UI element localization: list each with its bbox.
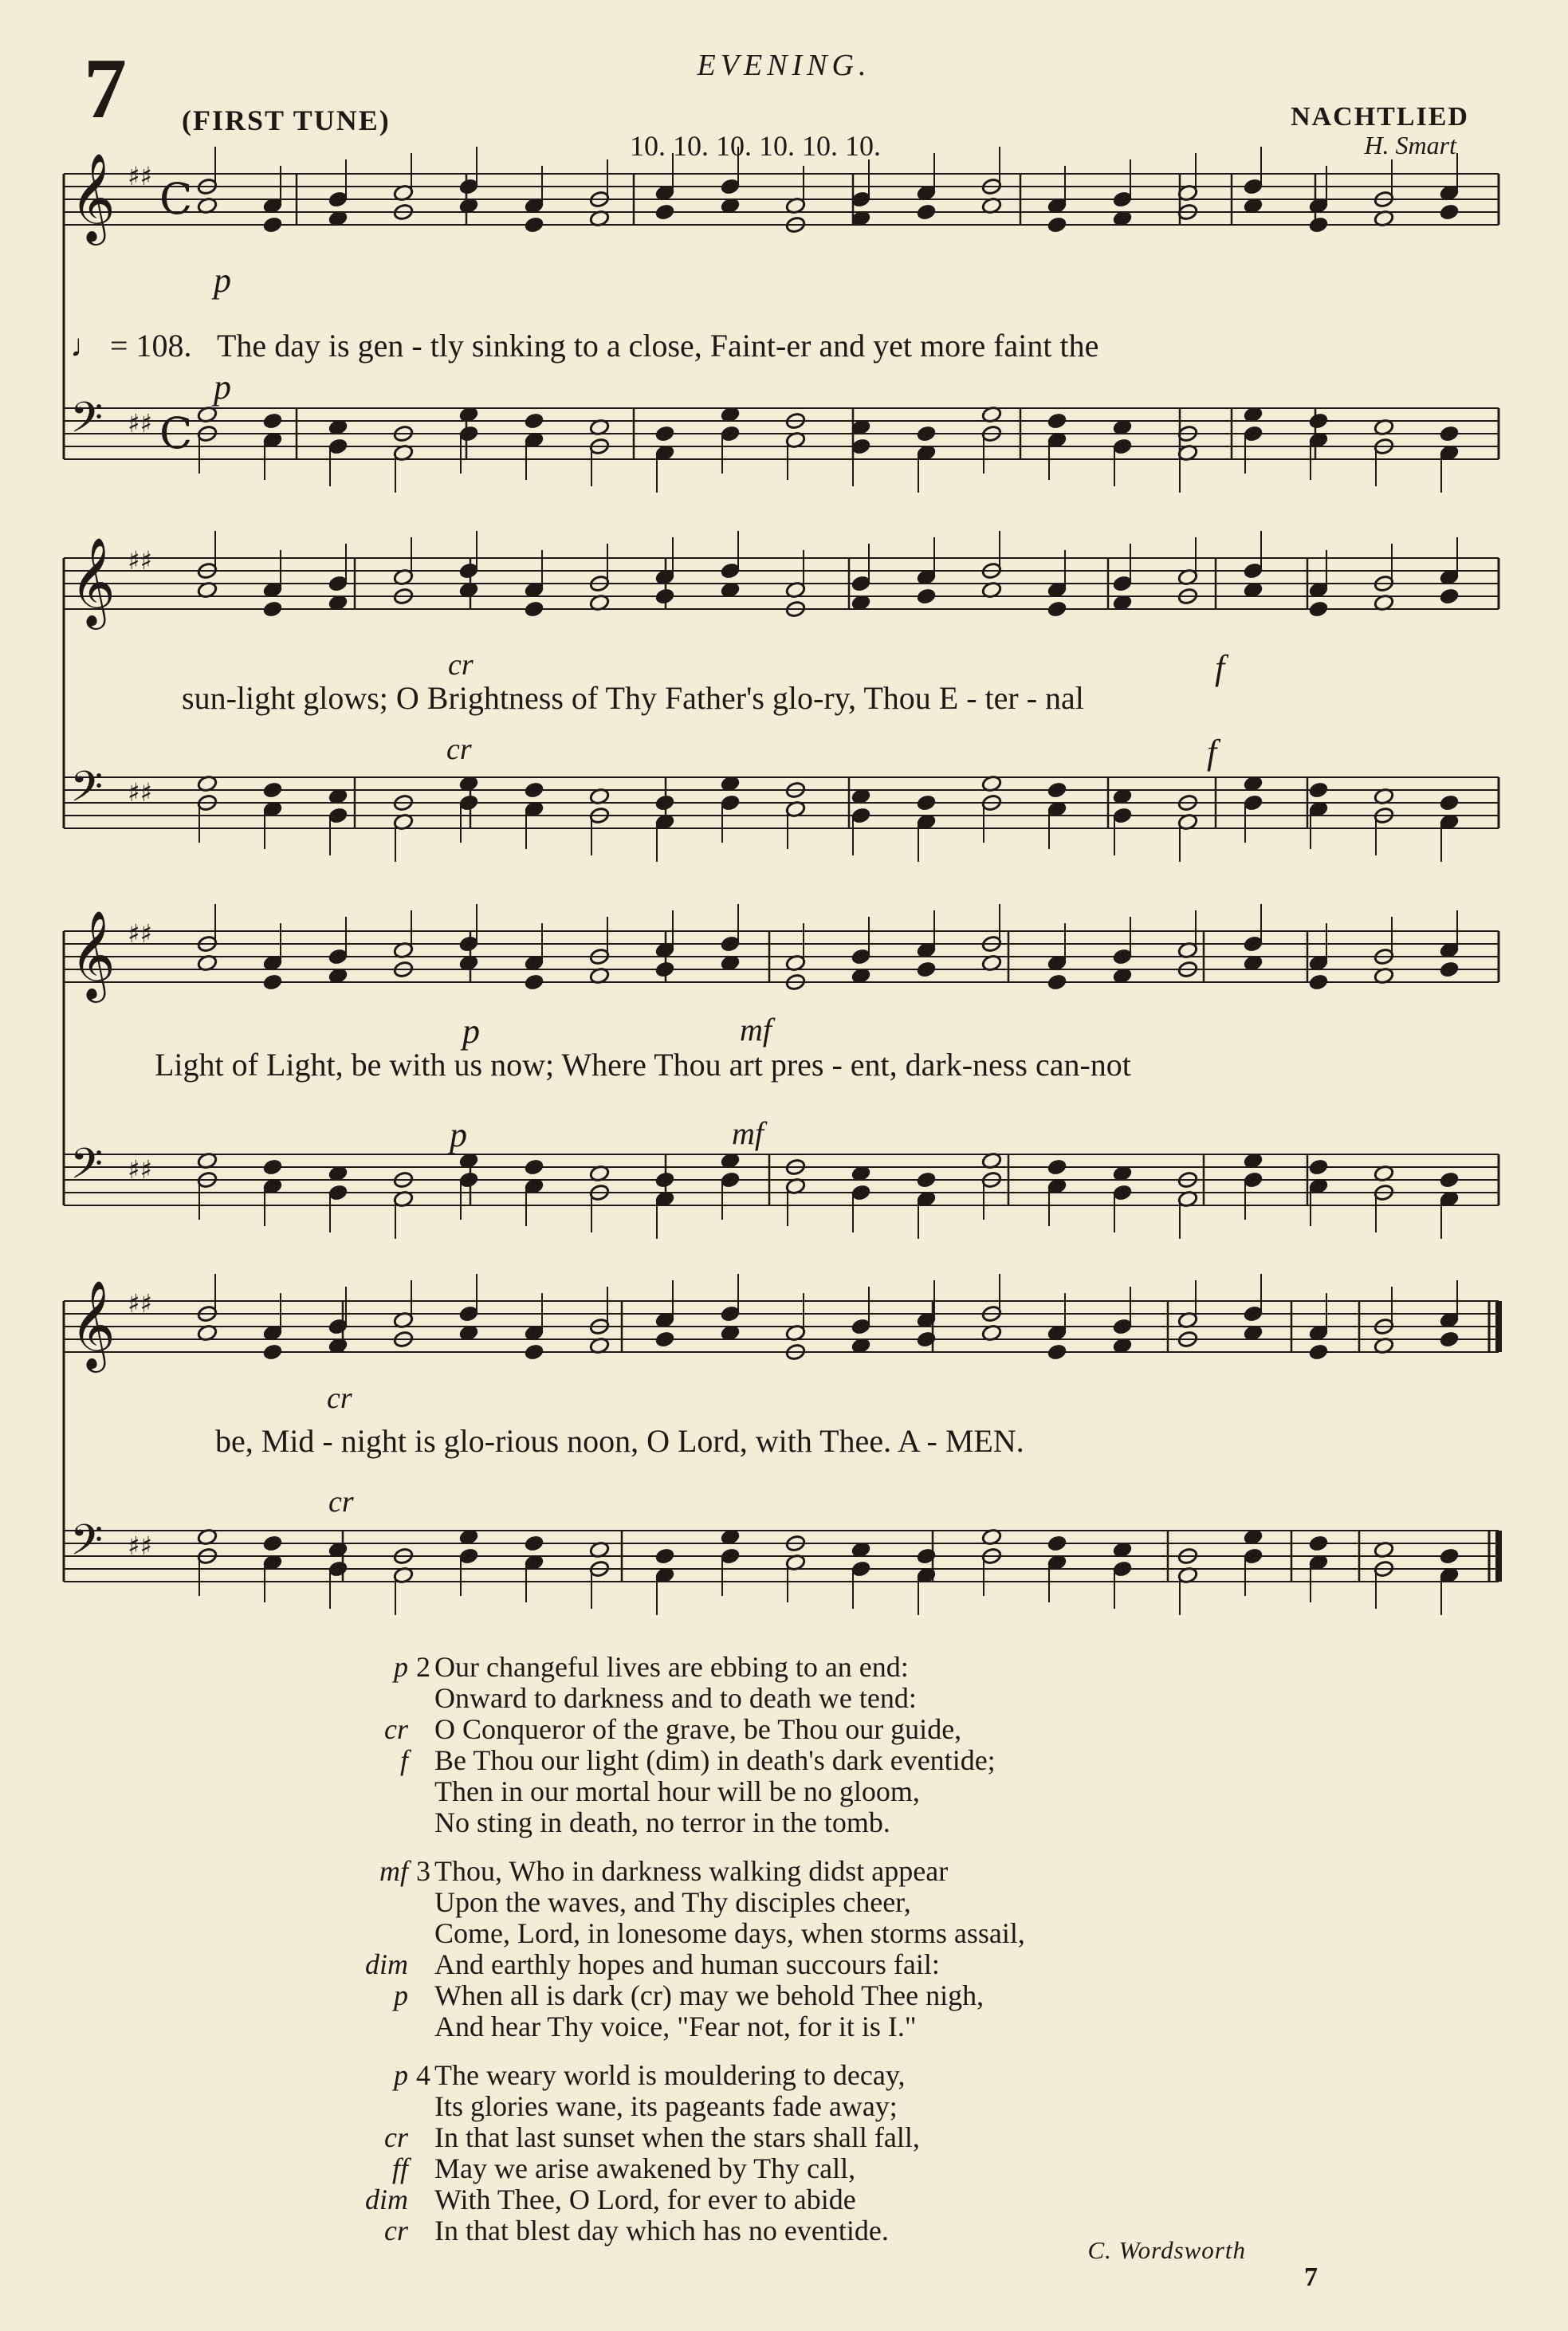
verse-line: Thou, Who in darkness walking didst appear <box>434 1855 949 1887</box>
verse-number: 2 <box>416 1651 430 1683</box>
tempo-marking <box>70 327 192 364</box>
svg-text:♯♯: ♯♯ <box>128 545 152 576</box>
svg-text:♯♯: ♯♯ <box>128 777 152 808</box>
quarter-note-icon: ♩ <box>70 328 102 364</box>
composer: H. Smart <box>1364 131 1456 159</box>
svg-text:𝄞: 𝄞 <box>70 1279 116 1369</box>
svg-text:𝄢: 𝄢 <box>70 763 104 822</box>
dynamic-mf-2: mf <box>732 1115 764 1151</box>
dynamic-p-2: p <box>214 368 231 407</box>
verse-line: The weary world is mouldering to decay, <box>434 2059 906 2091</box>
verse-line: When all is dark (cr) may we behold Thee nigh, <box>434 1979 984 2011</box>
verse-line: With Thee, O Lord, for ever to abide <box>434 2184 856 2215</box>
verse-number: 3 <box>416 1855 430 1887</box>
svg-text:♯♯: ♯♯ <box>128 1154 152 1185</box>
first-tune-label: (FIRST TUNE) <box>182 104 391 136</box>
verse-dynamic: p <box>394 1979 408 2011</box>
verse-line: Then in our mortal hour will be no gloom, <box>434 1775 920 1807</box>
dynamic-p-3: p <box>462 1012 480 1051</box>
verse-dynamic: mf <box>379 1855 408 1887</box>
svg-text:C: C <box>159 408 193 458</box>
additional-verses <box>0 1650 1568 2262</box>
verse-4 <box>0 2058 1568 2245</box>
verse-line: In that blest day which has no eventide. <box>434 2215 889 2246</box>
meter-label: 10. 10. 10. 10. 10. 10. <box>630 130 881 162</box>
verse-dynamic: cr <box>384 2215 408 2246</box>
verse-dynamic: cr <box>384 1713 408 1745</box>
dynamic-p-1: p <box>214 261 231 300</box>
verse-line: O Conqueror of the grave, be Thou our guide, <box>434 1713 962 1745</box>
svg-text:♯♯: ♯♯ <box>128 1531 152 1561</box>
verse-number: 4 <box>416 2059 430 2091</box>
svg-text:𝄢: 𝄢 <box>70 394 104 453</box>
verse-dynamic: p <box>394 2059 408 2091</box>
verse-line: No sting in death, no terror in the tomb. <box>434 1806 890 1838</box>
svg-text:♯♯: ♯♯ <box>128 161 152 191</box>
dynamic-cr-2: cr <box>446 733 472 766</box>
hymn-number: 7 <box>84 41 127 136</box>
verse-line: In that last sunset when the stars shall fall, <box>434 2121 920 2153</box>
verse-dynamic: dim <box>365 1948 408 1980</box>
svg-text:C: C <box>159 174 193 224</box>
verse-line: Upon the waves, and Thy disciples cheer, <box>434 1886 911 1918</box>
dynamic-cr-3: cr <box>327 1382 352 1415</box>
dynamic-cr-4: cr <box>328 1485 354 1519</box>
svg-text:♯♯: ♯♯ <box>128 918 152 949</box>
verse-dynamic: dim <box>365 2184 408 2215</box>
lyric-line-3: Light of Light, be with us now; Where Thou art pres - ent, dark-ness can-not <box>155 1047 1131 1083</box>
page-number: 7 <box>1304 2262 1318 2292</box>
verse-line: Come, Lord, in lonesome days, when storms assail, <box>434 1917 1025 1949</box>
svg-text:𝄢: 𝄢 <box>70 1516 104 1575</box>
verse-3 <box>0 1854 1568 2041</box>
tune-name: NACHTLIED <box>1291 102 1469 132</box>
lyric-line-2: sun-light glows; O Brightness of Thy Father's glo-ry, Thou E - ter - nal <box>182 680 1084 716</box>
verse-dynamic: cr <box>384 2121 408 2153</box>
verse-line: And earthly hopes and human succours fail: <box>434 1948 940 1980</box>
verse-line: And hear Thy voice, "Fear not, for it is I." <box>434 2011 917 2042</box>
svg-text:𝄞: 𝄞 <box>70 910 116 999</box>
tempo-value: = 108. <box>110 328 192 364</box>
verse-line: Its glories wane, its pageants fade away; <box>434 2090 898 2122</box>
author-credit: C. Wordsworth <box>1087 2236 1246 2264</box>
dynamic-f-1: f <box>1215 648 1225 687</box>
verse-line: Our changeful lives are ebbing to an end: <box>434 1651 909 1683</box>
svg-text:𝄞: 𝄞 <box>70 537 116 626</box>
dynamic-mf-1: mf <box>740 1012 772 1048</box>
svg-text:𝄞: 𝄞 <box>70 152 116 242</box>
svg-text:𝄢: 𝄢 <box>70 1140 104 1199</box>
lyric-line-4: be, Mid - night is glo-rious noon, O Lord, with Thee. A - MEN. <box>215 1423 1024 1459</box>
verse-line: Onward to darkness and to death we tend: <box>434 1682 917 1714</box>
lyric-line-1: The day is gen - tly sinking to a close, Faint-er and yet more faint the <box>217 328 1099 364</box>
verse-dynamic: f <box>399 1744 408 1776</box>
dynamic-p-4: p <box>450 1115 467 1154</box>
verse-dynamic: ff <box>391 2152 408 2184</box>
verse-line: Be Thou our light (dim) in death's dark eventide; <box>434 1744 996 1776</box>
verse-2 <box>0 1650 1568 1837</box>
svg-text:♯♯: ♯♯ <box>128 408 152 438</box>
verse-dynamic: p <box>394 1651 408 1683</box>
hymn-title: EVENING. <box>697 49 871 82</box>
svg-text:♯♯: ♯♯ <box>128 1288 152 1319</box>
verse-line: May we arise awakened by Thy call, <box>434 2152 856 2184</box>
dynamic-cr-1: cr <box>448 648 474 682</box>
dynamic-f-2: f <box>1207 733 1217 772</box>
